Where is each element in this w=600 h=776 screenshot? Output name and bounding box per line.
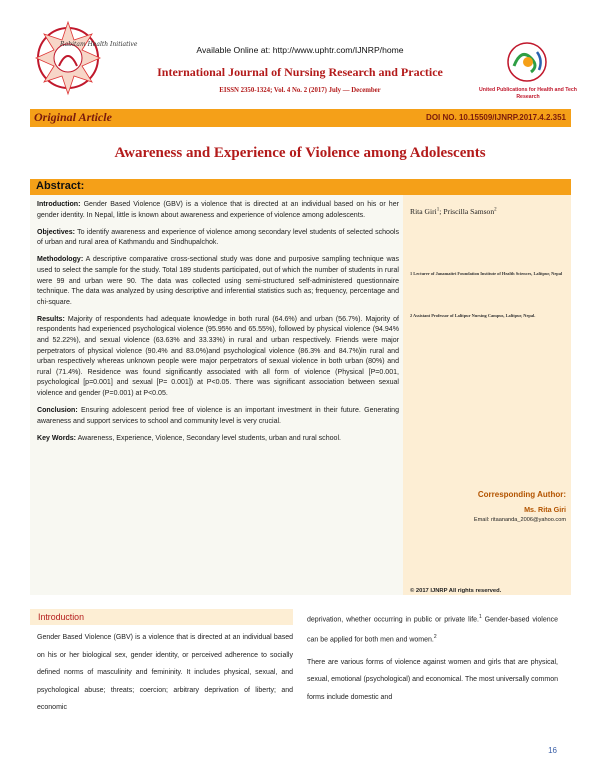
abstract-heading: Abstract: xyxy=(36,180,85,192)
doi-label: DOI NO. 10.15509/IJNRP.2017.4.2.351 xyxy=(426,113,566,122)
abstract-objectives: Objectives: To identify awareness and experience of violence among secondary level students of selected schools of urban and rural area of Kathmandu and Sindhupalchok. xyxy=(37,228,399,247)
corresponding-author-title: Corresponding Author: xyxy=(477,490,566,499)
copyright-notice: © 2017 IJNRP All rights reserved. xyxy=(410,588,502,594)
affiliation-2: 2 Assistant Professor of Lalitpur Nursing Campus, Lalitpur, Nepal. xyxy=(410,313,536,318)
author-sidebar xyxy=(403,195,571,595)
abstract-keywords: Key Words: Awareness, Experience, Violence, Secondary level students, urban and rural school. xyxy=(37,434,341,442)
author-1: Rita Giri xyxy=(410,207,437,216)
abstract-header xyxy=(30,179,571,195)
page-number: 16 xyxy=(548,746,557,755)
affiliation-1: 1 Lecturer of Janamaitri Foundation Institute of Health Sciences, Lalitpur, Nepal xyxy=(410,271,563,276)
author-2: Priscilla Samson xyxy=(443,207,495,216)
abstract-text xyxy=(37,200,399,451)
abstract-introduction: Introduction: Gender Based Violence (GBV) is a violence that is directed at an individual based on his or her gender identity. In Nepal, little is known about awareness and experience of violence among adolescents. xyxy=(37,201,399,219)
introduction-left-column: Gender Based Violence (GBV) is a violence that is directed at an individual based on his or her biological sex, gender identity, or perceived adherence to socially defined norms of masculinity and femininity. It includes physical, sexual, and psychological abuse; threats; coercion; arbitrary deprivation of liberty; and economic xyxy=(37,634,293,712)
article-title: Awareness and Experience of Violence among Adolescents xyxy=(114,145,486,161)
available-online-line: Available Online at: http://www.uphtr.com/IJNRP/home xyxy=(196,45,404,55)
logo-left-text: Rabitam Health Initiative xyxy=(60,41,138,48)
introduction-right-column xyxy=(307,609,558,712)
introduction-heading-box xyxy=(30,609,293,625)
corresponding-author-email: Email: ritaananda_2006@yahoo.com xyxy=(473,517,566,523)
publisher-logo-caption: United Publications for Health and Tech Research xyxy=(479,87,577,100)
abstract-conclusion: Conclusion: Ensuring adolescent period free of violence is an important investment in their future. Generating awareness and support services to school and community level is very crucial. xyxy=(37,407,399,425)
corresponding-author-name: Ms. Rita Giri xyxy=(524,505,566,514)
issn-line: EISSN 2350-1324; Vol. 4 No. 2 (2017) July — December xyxy=(219,87,381,94)
author-list: Rita Giri$^1$; Priscilla Samson$^2$ xyxy=(410,207,497,216)
intro-paragraph-1: deprivation, whether occurring in public or private life.$^1$ Gender-based violence can be applied for both men and women.$^2$ xyxy=(307,614,558,644)
article-type-label: Original Article xyxy=(34,110,112,124)
abstract-methodology: Methodology: A descriptive comparative cross-sectional study was done and purposive sampling technique was used to select the sample for the study. Total 189 students participated, out of which the number of students in rural were 99 and urban were 90. The data was collected using semi-structured self-administered questionnaire technique. The data was analyzed by using descriptive and inferential statistics such as; frequency, percentage and chi-square. xyxy=(37,256,399,306)
abstract-results: Results: Majority of respondents had adequate knowledge in both rural (64.6%) and urban (56.7%). Majority of respondents had experienced psychological violence (95.95% and 65.55%), followed by physical violence (94.94% and 52.22%), and sexual violence (63.63% and 33.33%) in rural and urban respectively. Friends were major perpetrators of physical violence (90.4% and 83.0%)and psychological violence (86.3% and 84.7%)in rural and urban respectively whereas unknown people were major perpetrators of sexual violence in both urban (80%) and rural (71.4%). Residence was found significantly associated with all form of violence (Physical [P=0.001, psychological [p=0.001] and sexual [P= 0.001]) at P<0.05. There was significant association between sexual violence and gender (P=0.001) at P<0.05. xyxy=(37,315,399,397)
journal-title: International Journal of Nursing Research and Practice xyxy=(157,65,443,79)
intro-paragraph-2: There are various forms of violence against women and girls that are physical, sexual, emotional (psychological) and economical. The most universally common forms include domestic and xyxy=(307,658,558,702)
introduction-heading: Introduction xyxy=(38,612,84,622)
